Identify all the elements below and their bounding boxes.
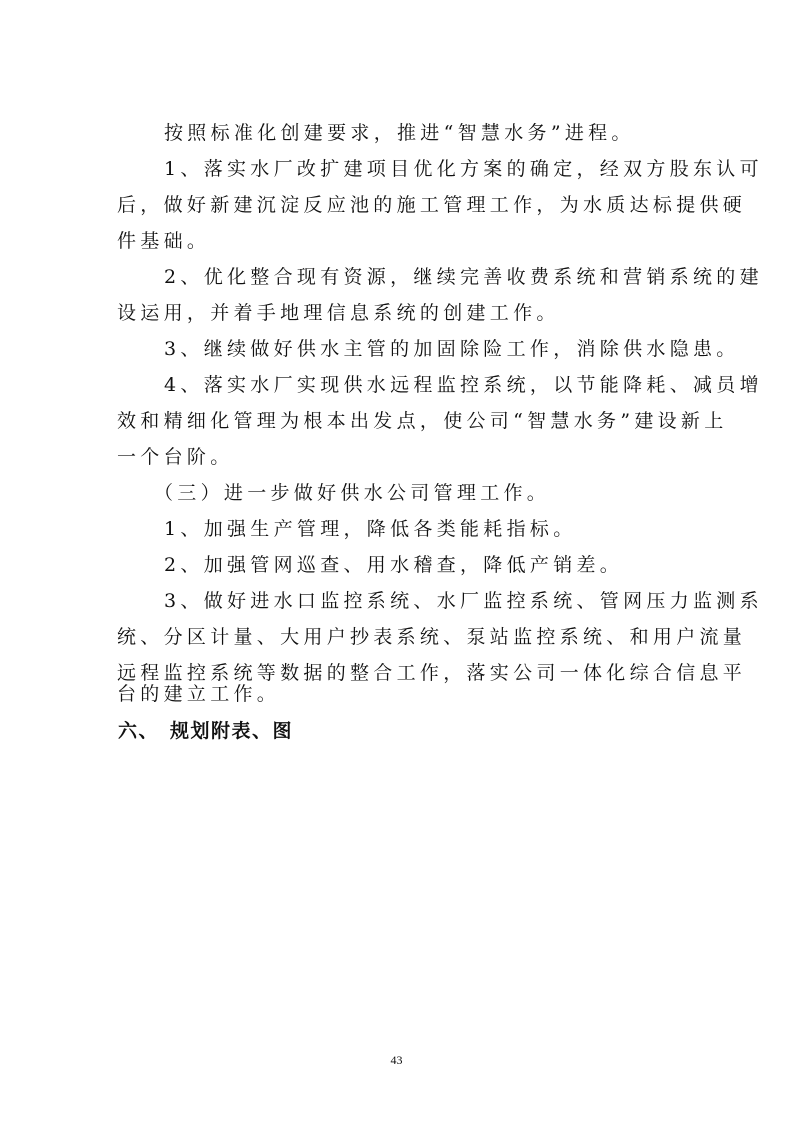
paragraph-line: 远程监控系统等数据的整合工作，落实公司一体化综合信息平 xyxy=(117,662,747,684)
paragraph-line: 3、继续做好供水主管的加固除险工作，消除供水隐患。 xyxy=(164,338,740,360)
paragraph-line: 2、优化整合现有资源，继续完善收费系统和营销系统的建 xyxy=(164,266,763,288)
section-heading xyxy=(118,720,293,742)
paragraph-line: 设运用，并着手地理信息系统的创建工作。 xyxy=(117,302,560,324)
paragraph-line: 一个台阶。 xyxy=(117,446,234,468)
subsection-heading: （三）进一步做好供水公司管理工作。 xyxy=(154,482,551,504)
section-number: 六、 xyxy=(118,720,160,742)
section-title: 规划附表、图 xyxy=(170,720,294,742)
paragraph-line: 件基础。 xyxy=(117,230,211,252)
paragraph-line: 后，做好新建沉淀反应池的施工管理工作，为水质达标提供硬 xyxy=(117,194,747,216)
paragraph-line: 2、加强管网巡查、用水稽查，降低产销差。 xyxy=(164,554,624,576)
paragraph-line: 效和精细化管理为根本出发点，使公司“智慧水务”建设新上 xyxy=(117,410,728,432)
paragraph-line: 3、做好进水口监控系统、水厂监控系统、管网压力监测系 xyxy=(164,590,763,612)
paragraph-line: 1、落实水厂改扩建项目优化方案的确定，经双方股东认可 xyxy=(164,158,763,180)
paragraph-line: 1、加强生产管理，降低各类能耗指标。 xyxy=(164,518,577,540)
paragraph-line: 台的建立工作。 xyxy=(117,683,281,705)
paragraph-line: 4、落实水厂实现供水远程监控系统，以节能降耗、减员增 xyxy=(164,374,763,396)
paragraph-line: 统、分区计量、大用户抄表系统、泵站监控系统、和用户流量 xyxy=(117,626,747,648)
paragraph-line: 按照标准化创建要求，推进“智慧水务”进程。 xyxy=(164,122,635,144)
page-number: 43 xyxy=(390,1053,403,1067)
